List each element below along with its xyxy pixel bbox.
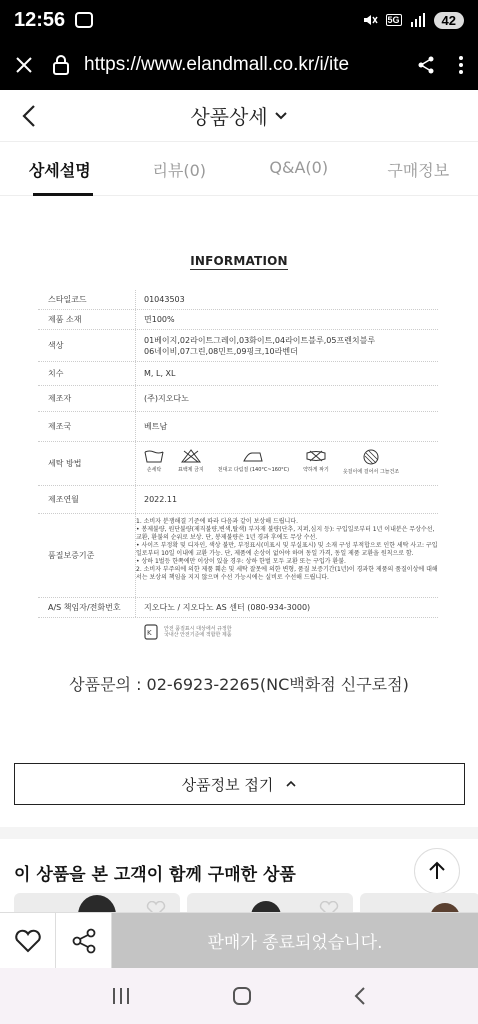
note-line: • 봉제불량, 원단불량(제직불량,변색,탈색) 부자재 불량(단추, 지퍼,심지 등): 구입일로부터 1년 이내분은 무상수선, 교환, 환불의 순위로 보상. 단, 봉제불량은 1년 경과 후에도 무상 수선.: [136, 526, 435, 541]
row-value: 01043503: [144, 295, 185, 304]
table-row: [38, 442, 438, 486]
wash-item: 손세탁: [144, 449, 164, 478]
shade-dry-icon: [362, 449, 380, 465]
chevron-up-icon: [285, 780, 297, 788]
table-row: [38, 598, 438, 618]
collapse-info-button[interactable]: [14, 763, 465, 805]
app-notification-icon: [75, 12, 93, 28]
home-icon[interactable]: [232, 986, 252, 1006]
back-icon[interactable]: [353, 986, 367, 1006]
lock-icon: [52, 55, 70, 75]
info-heading: INFORMATION: [190, 254, 288, 268]
note-line: • 사이즈 부정확 및 디자인, 색상 불만, 부정표시(미표시 및 부실표시) 및 소재 구성 부적합으로 인한 세탁 사고: 구입일로부터 10일 이내에 교환 가능. 단, 제품에 손상이 없어야 하며 동일 가격, 동일 제품 교환을 원칙으로 함.: [136, 542, 438, 557]
row-label: 제품 소재: [38, 310, 136, 329]
hand-wash-icon: [144, 449, 164, 463]
scroll-top-button[interactable]: [414, 848, 460, 894]
wash-item: 표백제 금지: [178, 449, 204, 478]
mute-icon: [362, 12, 378, 28]
quality-notes: [136, 514, 438, 597]
table-row: [38, 514, 438, 598]
note-line: 2. 소비자 부주의에 의한 제품 훼손 및 세탁 잘못에 의한 변형, 품질 보증기간(1년)이 경과한 제품의 품질이상에 대해서는 보상의 책임을 지지 않으며 수선 가능시에는 실비로 수선해 드립니다.: [136, 566, 438, 581]
share-icon[interactable]: [416, 55, 436, 75]
row-value: (주)지오다노: [144, 394, 189, 403]
row-label: 색상: [38, 330, 136, 361]
chevron-down-icon[interactable]: [274, 111, 288, 121]
row-value: [136, 442, 438, 485]
purchase-bar: [0, 912, 478, 968]
more-menu-icon[interactable]: [458, 55, 464, 75]
status-bar: [0, 0, 478, 40]
status-icons: [362, 12, 464, 29]
row-value: 2022.11: [144, 495, 178, 504]
note-line: 1. 소비자 분쟁해결 기준에 따라 다음과 같이 보상해 드립니다.: [136, 518, 298, 525]
row-value: 면100%: [144, 315, 175, 324]
table-row: [38, 330, 438, 362]
heart-icon: [14, 929, 42, 953]
page-header: [0, 90, 478, 142]
tab-qna[interactable]: Q&A(0): [269, 158, 329, 177]
section-divider: [0, 827, 478, 839]
tab-purchase-info[interactable]: 구매정보: [387, 161, 450, 180]
system-nav-bar: [0, 968, 478, 1024]
row-label: 세탁 방법: [38, 442, 136, 485]
table-row: [38, 310, 438, 330]
row-value: M, L, XL: [144, 369, 176, 378]
row-value: 베트남: [144, 422, 168, 431]
contact-line: 상품문의 : 02-6923-2265(NC백화점 신구로점): [69, 675, 409, 694]
kc-mark: K 안전 품질표시 대상에서 규정한 국내산 안전기준에 적합한 제품: [144, 624, 234, 640]
note-line: • 상하 1벌등 한쪽에만 이상이 있을 경우: 상하 한벌 모두 교환 또는 구입가 환불.: [136, 558, 346, 565]
row-value: 01베이지,02라이트그레이,03화이트,04라이트블루,05프렌치블루 06네이비,07그린,08민트,09핑크,10라벤더: [144, 335, 376, 356]
svg-text:K: K: [147, 629, 152, 637]
page-title[interactable]: 상품상세: [190, 105, 268, 129]
iron-icon: [242, 449, 264, 463]
info-table: [38, 290, 438, 646]
collapse-label: 상품정보 접기: [181, 775, 274, 794]
tab-bar: [0, 142, 478, 196]
wash-item: 옷걸이에 걸어서 그늘건조: [343, 449, 399, 478]
wash-item: 약하게 짜기: [303, 449, 329, 478]
table-row: [38, 386, 438, 412]
row-label: 치수: [38, 362, 136, 385]
browser-url-bar: [0, 40, 478, 90]
status-time: 12:56: [14, 8, 66, 31]
wash-item: 천대고 다림질 (140°C~160°C): [218, 449, 289, 478]
row-label: 제조연월: [38, 486, 136, 513]
table-row: [38, 412, 438, 442]
recent-apps-icon[interactable]: [111, 987, 131, 1005]
no-wring-icon: [304, 449, 328, 463]
network-label: 5G: [387, 15, 400, 25]
arrow-up-icon: [428, 861, 446, 881]
signal-icon: [410, 13, 426, 27]
table-row: [38, 486, 438, 514]
table-row: [38, 290, 438, 310]
tab-reviews[interactable]: 리뷰(0): [152, 161, 207, 180]
share-button[interactable]: [56, 913, 112, 969]
row-value: 지오다노 / 지오다노 AS 센터 (080-934-3000): [144, 603, 311, 612]
wishlist-button[interactable]: [0, 913, 56, 969]
wash-icons: [144, 449, 399, 478]
back-arrow-icon[interactable]: [16, 102, 44, 130]
sold-out-button[interactable]: 판매가 종료되었습니다.: [112, 913, 478, 968]
row-label: 품질보증기준: [38, 514, 136, 597]
battery-indicator: 42: [434, 12, 464, 29]
table-row: [38, 362, 438, 386]
recommend-title: 이 상품을 본 고객이 함께 구매한 상품: [14, 865, 296, 885]
close-icon[interactable]: [14, 55, 34, 75]
row-label: 스타일코드: [38, 290, 136, 309]
share-icon: [71, 928, 97, 954]
row-label: 제조국: [38, 412, 136, 441]
row-label: 제조자: [38, 386, 136, 411]
tab-description[interactable]: 상세설명: [0, 142, 120, 195]
kc-certification-icon: [144, 624, 158, 640]
kc-row: [38, 618, 438, 646]
url-text[interactable]: https://www.elandmall.co.kr/i/ite: [84, 54, 350, 75]
row-label: A/S 책임자/전화번호: [38, 598, 136, 617]
no-bleach-icon: [181, 449, 201, 463]
